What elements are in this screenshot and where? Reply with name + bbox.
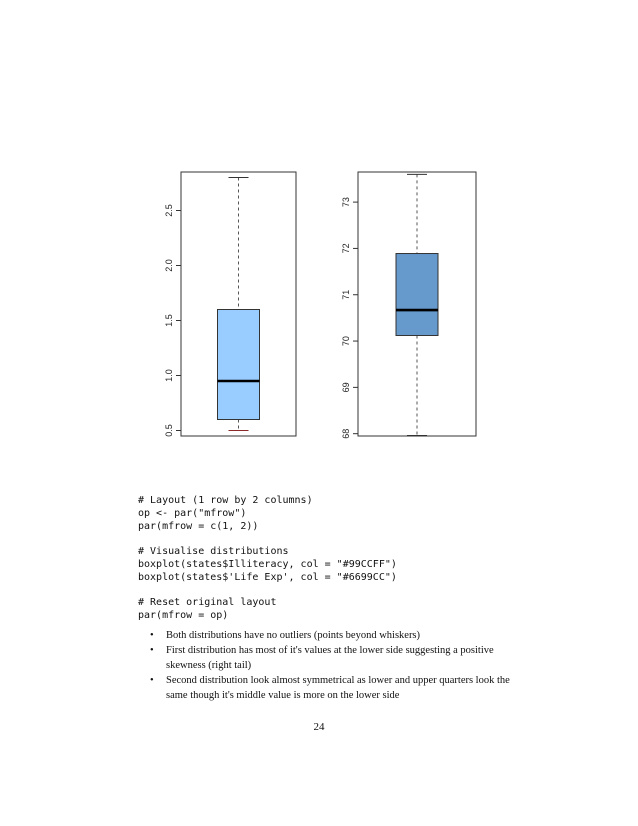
list-item-text: Second distribution look almost symmetrical as lower and upper quarters look the same though it's middle value is more on the lower side	[166, 675, 510, 701]
list-item-text: First distribution has most of it's values at the lower side suggesting a positive skewness (right tail)	[166, 645, 494, 671]
list-item	[138, 673, 518, 703]
code-block-reset	[138, 596, 276, 622]
y-tick-label: 73	[341, 197, 351, 208]
list-item	[138, 628, 518, 643]
y-tick-label: 1.5	[164, 314, 174, 327]
code-line: # Reset original layout	[138, 597, 277, 608]
bullet-list	[138, 628, 518, 703]
box	[218, 310, 260, 420]
bullet-icon: •	[150, 675, 154, 686]
list-item	[138, 643, 518, 673]
y-tick-label: 0.5	[164, 424, 174, 437]
code-line: boxplot(states$Illiteracy, col = "#99CCFF")	[138, 559, 397, 570]
y-tick-label: 72	[341, 243, 351, 254]
code-line: par(mfrow = op)	[138, 610, 229, 621]
code-line: # Layout (1 row by 2 columns)	[138, 495, 313, 506]
bullet-icon: •	[150, 645, 154, 656]
code-line: op <- par("mfrow")	[138, 508, 247, 519]
code-line: boxplot(states$'Life Exp', col = "#6699CC")	[138, 572, 397, 583]
y-tick-label: 1.0	[164, 369, 174, 382]
y-tick-label: 69	[341, 382, 351, 393]
code-line: # Visualise distributions	[138, 546, 289, 557]
code-line: par(mfrow = c(1, 2))	[138, 521, 259, 532]
code-block-visualise	[138, 545, 397, 584]
list-item-text: Both distributions have no outliers (points beyond whiskers)	[166, 630, 421, 641]
page-number: 24	[313, 721, 325, 733]
box	[396, 254, 438, 336]
y-tick-label: 70	[341, 336, 351, 347]
code-block-layout	[138, 494, 313, 533]
bullet-icon: •	[150, 630, 154, 641]
y-tick-label: 68	[341, 428, 351, 439]
y-tick-label: 71	[341, 289, 351, 300]
y-tick-label: 2.0	[164, 259, 174, 272]
y-tick-label: 2.5	[164, 204, 174, 217]
